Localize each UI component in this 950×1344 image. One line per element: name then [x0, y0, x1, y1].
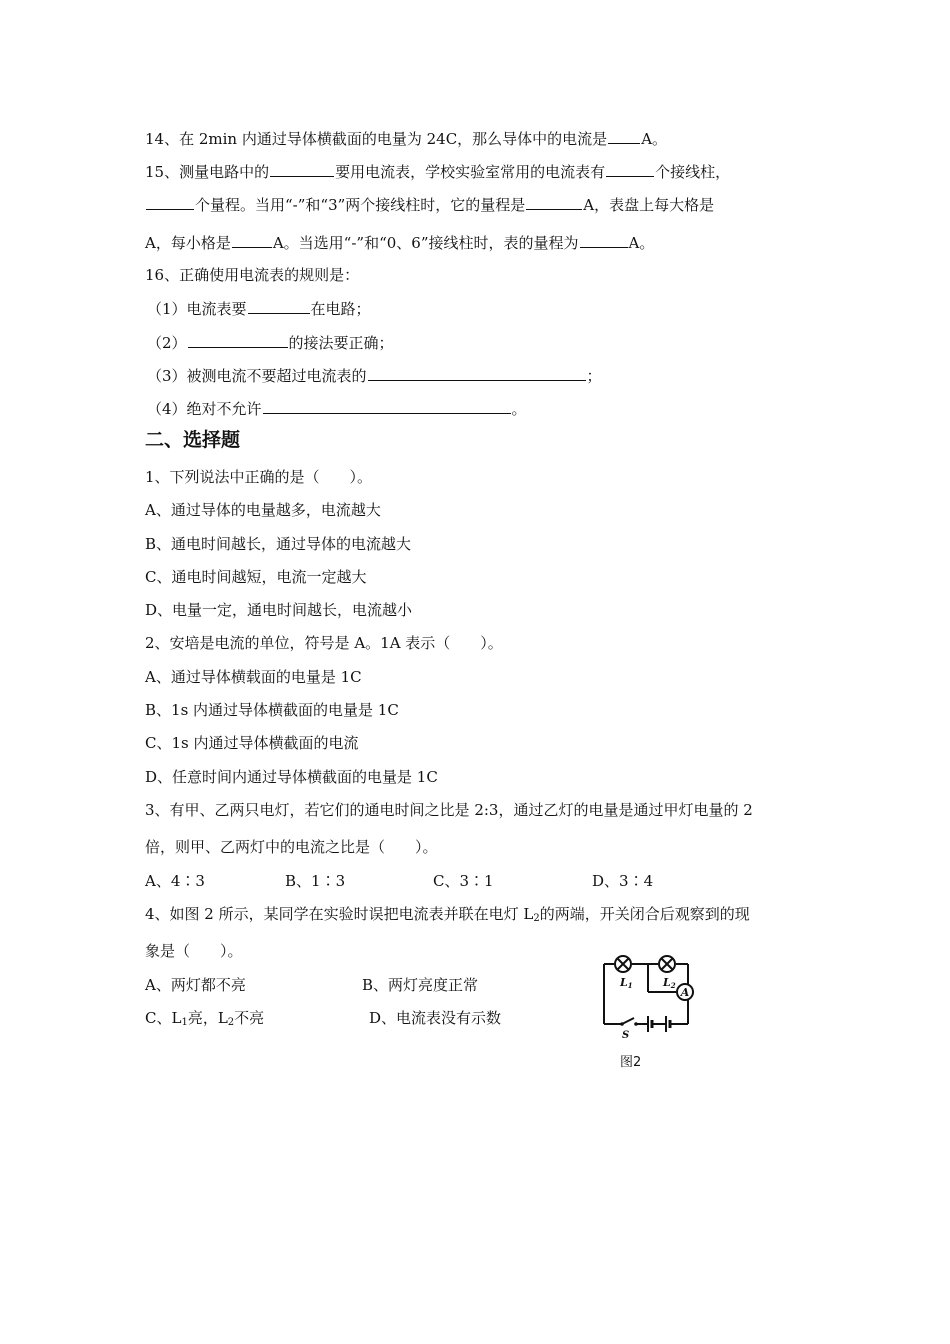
rule-2-suffix: 的接法要正确；: [288, 334, 394, 352]
answer-blank[interactable]: [232, 232, 272, 248]
question-15-line-1: [145, 161, 730, 182]
rule-3-text: （3）被测电流不要超过电流表的: [147, 367, 367, 385]
choice-1-option-d[interactable]: D、电量一定，通电时间越长，电流越小: [145, 601, 413, 619]
q14-text: 14、在 2min 内通过导体横截面的电量为 24C，那么导体中的电流是: [145, 130, 608, 148]
rule-2-text: （2）: [147, 334, 187, 352]
answer-blank[interactable]: [146, 194, 194, 210]
answer-blank[interactable]: [368, 365, 586, 381]
choice-3-option-b[interactable]: B、1∶3: [285, 872, 346, 890]
rule-3-suffix: ；: [586, 367, 602, 385]
question-15-line-3: [145, 232, 654, 253]
answer-blank[interactable]: [606, 161, 654, 177]
choice-4-option-c[interactable]: [145, 1008, 264, 1028]
q15-text-b: 要用电流表，学校实验室常用的电流表有: [335, 163, 606, 181]
choice-4-stem-line-2: 象是（ ）。: [145, 942, 243, 960]
rule-2: [147, 332, 394, 353]
rule-1-suffix: 在电路；: [310, 300, 371, 318]
rule-4-suffix: 。: [511, 400, 527, 418]
rule-1: [147, 298, 371, 319]
q15-text-c: 个接线柱，: [655, 163, 731, 181]
subscript: 1: [181, 1017, 188, 1028]
circuit-diagram: [598, 950, 698, 1038]
question-14: [145, 128, 667, 149]
subscript: 2: [533, 913, 540, 924]
choice-1-option-c[interactable]: C、通电时间越短，电流一定越大: [145, 568, 367, 586]
rule-4-text: （4）绝对不允许: [147, 400, 262, 418]
choice-2-option-b[interactable]: B、1s 内通过导体横截面的电量是 1C: [145, 701, 399, 719]
answer-blank[interactable]: [263, 398, 511, 414]
section-heading: 二、选择题: [145, 429, 241, 451]
q15-text-e: A，表盘上每大格是: [583, 196, 715, 214]
q15-text-a: 15、测量电路中的: [145, 163, 270, 181]
lamp-2-icon: [659, 956, 675, 972]
switch-label: S: [622, 1030, 630, 1038]
answer-blank[interactable]: [608, 128, 640, 144]
q15-text-f: A，每小格是: [145, 234, 231, 252]
answer-blank[interactable]: [270, 161, 334, 177]
rule-4: [147, 398, 527, 419]
q15-text-d: 个量程。当用“-”和“3”两个接线柱时，它的量程是: [195, 196, 526, 214]
choice-3-stem-line-1: 3、有甲、乙两只电灯，若它们的通电时间之比是 2:3，通过乙灯的电量是通过甲灯电量的 2: [145, 801, 753, 819]
option-text: 亮，L: [187, 1009, 228, 1027]
choice-2-option-c[interactable]: C、1s 内通过导体横截面的电流: [145, 734, 359, 752]
ammeter-label: A: [680, 986, 690, 999]
choice-1-stem: 1、下列说法中正确的是（ ）。: [145, 468, 373, 486]
q15-text-g: A。当选用“-”和“0、6”接线柱时，表的量程为: [272, 234, 579, 252]
choice-2-option-d[interactable]: D、任意时间内通过导体横截面的电量是 1C: [145, 768, 438, 786]
answer-blank[interactable]: [526, 194, 582, 210]
choice-4-stem-line-1: [145, 904, 750, 924]
q14-unit: A。: [641, 130, 668, 148]
option-text: 不亮: [234, 1009, 265, 1027]
rule-3: [147, 365, 602, 386]
option-text: C、L: [145, 1009, 182, 1027]
answer-blank[interactable]: [188, 332, 288, 348]
q15-text-h: A。: [628, 234, 655, 252]
choice-3-option-d[interactable]: D、3∶4: [592, 872, 654, 890]
lamp-1-icon: [615, 956, 631, 972]
choice-3-option-c[interactable]: C、3∶1: [433, 872, 494, 890]
answer-blank[interactable]: [248, 298, 310, 314]
choice-2-stem: 2、安培是电流的单位，符号是 A。1A 表示（ ）。: [145, 634, 503, 652]
choice-1-option-b[interactable]: B、通电时间越长，通过导体的电流越大: [145, 535, 412, 553]
choice-2-option-a[interactable]: A、通过导体横载面的电量是 1C: [145, 668, 362, 686]
question-16-title: 16、正确使用电流表的规则是：: [145, 266, 360, 284]
lamp-1-label: L1: [620, 976, 633, 990]
rule-1-text: （1）电流表要: [147, 300, 247, 318]
choice-3-option-a[interactable]: A、4∶3: [145, 872, 205, 890]
lamp-2-label: L2: [663, 976, 676, 990]
answer-blank[interactable]: [580, 232, 628, 248]
subscript: 2: [227, 1017, 235, 1028]
choice-4-stem-text: 4、如图 2 所示，某同学在实验时误把电流表并联在电灯 L: [145, 905, 534, 923]
figure-caption: 图2: [620, 1055, 642, 1070]
choice-4-option-a[interactable]: A、两灯都不亮: [145, 976, 246, 994]
question-15-line-2: [145, 194, 714, 215]
ammeter-icon: [677, 984, 693, 1000]
choice-4-option-d[interactable]: D、电流表没有示数: [369, 1009, 502, 1027]
choice-1-option-a[interactable]: A、通过导体的电量越多，电流越大: [145, 501, 381, 519]
choice-3-stem-line-2: 倍，则甲、乙两灯中的电流之比是（ ）。: [145, 838, 438, 856]
choice-4-stem-text-2: 的两端，开关闭合后观察到的现: [539, 905, 750, 923]
choice-4-option-b[interactable]: B、两灯亮度正常: [362, 976, 479, 994]
